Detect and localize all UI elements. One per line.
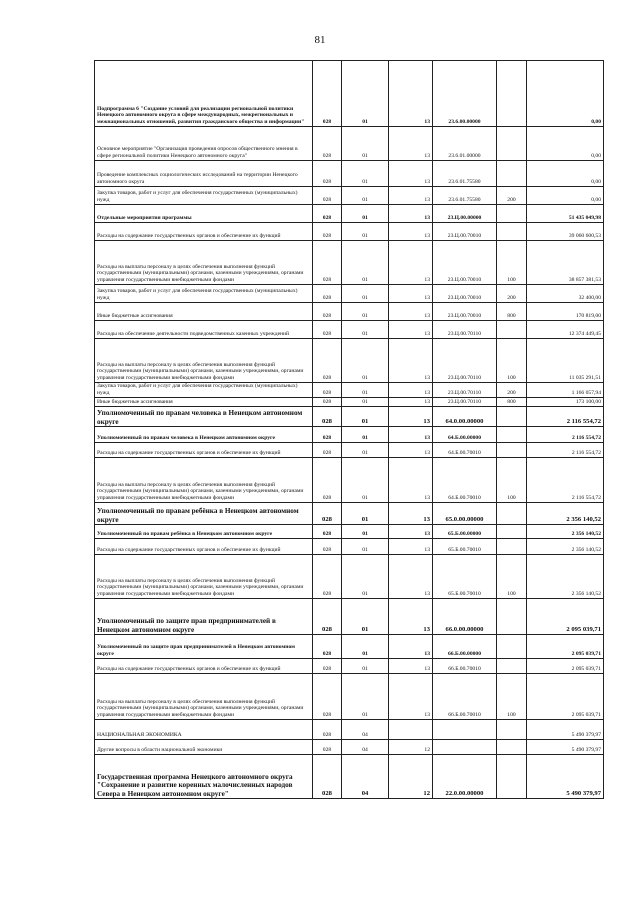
ministry-code: 028 [313,303,342,321]
amount-value: 11 035 291,51 [527,339,604,383]
target-article-code [433,740,497,755]
subsection-code: 13 [389,321,433,339]
row-name: Уполномоченный по правам человека в Ненецком автономном округе [95,407,313,427]
ministry-code: 028 [313,205,342,223]
subsection-code: 13 [389,635,433,659]
amount-value: 2 095 039,71 [527,659,604,674]
section-code: 01 [342,383,389,398]
amount-value: 5 490 379,97 [527,740,604,755]
table-row [95,339,604,383]
target-article-code: 23.6.01.00000 [433,127,497,161]
expense-type-code: 200 [497,383,527,398]
target-article-code: 23.Ц.00.70010 [433,223,497,241]
expense-type-code: 800 [497,303,527,321]
section-code: 01 [342,458,389,503]
target-article-code: 65.Б.00.70010 [433,539,497,555]
row-name: Расходы на выплаты персоналу в целях обеспечения выполнения функций государственными (муниципальными) органами, казенными учреждениями, органами управления государственными внебюджетными фондами [95,339,313,383]
subsection-code: 13 [389,187,433,205]
subsection-code: 13 [389,383,433,398]
ministry-code: 028 [313,339,342,383]
amount-value: 2 356 140,52 [527,539,604,555]
target-article-code: 23.6.01.75580 [433,187,497,205]
target-article-code: 22.0.00.00000 [433,755,497,799]
expense-type-code: 200 [497,285,527,303]
table-row [95,161,604,187]
subsection-code: 13 [389,241,433,285]
amount-value: 2 356 140,52 [527,525,604,539]
row-name: Расходы на содержание государственных органов и обеспечение их функций [95,539,313,555]
ministry-code: 028 [313,674,342,720]
row-name: Уполномоченный по правам человека в Ненецком автономном округе [95,427,313,443]
amount-value: 2 116 554,72 [527,458,604,503]
row-name: НАЦИОНАЛЬНАЯ ЭКОНОМИКА [95,720,313,740]
target-article-code: 23.Ц.00.70010 [433,285,497,303]
section-code: 01 [342,659,389,674]
amount-value: 0,00 [527,161,604,187]
amount-value: 2 356 140,52 [527,503,604,525]
amount-value: 2 095 039,71 [527,599,604,635]
ministry-code: 028 [313,187,342,205]
row-name: Уполномоченный по правам ребёнка в Ненецком автономном округе [95,525,313,539]
ministry-code: 028 [313,503,342,525]
ministry-code: 028 [313,127,342,161]
subsection-code: 13 [389,503,433,525]
row-name: Расходы на выплаты персоналу в целях обеспечения выполнения функций государственными (муниципальными) органами, казенными учреждениями, органами управления государственными внебюджетными фондами [95,241,313,285]
target-article-code: 65.0.00.00000 [433,503,497,525]
table-row [95,525,604,539]
row-name: Закупка товаров, работ и услуг для обеспечения государственных (муниципальных) нужд [95,285,313,303]
target-article-code: 66.Б.00.00000 [433,635,497,659]
section-code: 01 [342,635,389,659]
budget-table [94,60,604,799]
row-name: Расходы на выплаты персоналу в целях обеспечения выполнения функций государственными (муниципальными) органами, казенными учреждениями, органами управления государственными внебюджетными фондами [95,555,313,599]
expense-type-code [497,740,527,755]
expense-type-code: 100 [497,674,527,720]
expense-type-code [497,443,527,458]
amount-value: 5 490 379,97 [527,755,604,799]
expense-type-code [497,659,527,674]
subsection-code: 13 [389,427,433,443]
target-article-code: 23.Ц.00.00000 [433,205,497,223]
row-name: Проведение комплексных социологических исследований на территории Ненецкого автономного округа [95,161,313,187]
ministry-code: 028 [313,241,342,285]
amount-value: 12 374 449,45 [527,321,604,339]
ministry-code: 028 [313,555,342,599]
target-article-code: 64.Б.00.00000 [433,427,497,443]
ministry-code: 028 [313,398,342,407]
target-article-code: 66.0.00.00000 [433,599,497,635]
expense-type-code [497,539,527,555]
target-article-code: 66.Б.00.70010 [433,674,497,720]
row-name: Расходы на обеспечение деятельности подведомственных казенных учреждений [95,321,313,339]
ministry-code: 028 [313,407,342,427]
expense-type-code [497,321,527,339]
amount-value: 0,00 [527,187,604,205]
amount-value: 51 435 049,98 [527,205,604,223]
section-code: 01 [342,161,389,187]
ministry-code: 028 [313,285,342,303]
table-row [95,187,604,205]
expense-type-code: 100 [497,339,527,383]
subsection-code: 13 [389,61,433,127]
section-code: 01 [342,398,389,407]
table-row [95,321,604,339]
amount-value: 38 857 381,53 [527,241,604,285]
subsection-code: 13 [389,205,433,223]
table-row [95,635,604,659]
target-article-code: 23.Ц.00.70010 [433,303,497,321]
ministry-code: 028 [313,383,342,398]
expense-type-code [497,755,527,799]
amount-value: 2 116 554,72 [527,407,604,427]
section-code: 01 [342,127,389,161]
table-row [95,285,604,303]
section-code: 01 [342,539,389,555]
expense-type-code [497,503,527,525]
ministry-code: 028 [313,720,342,740]
target-article-code: 66.Б.00.70010 [433,659,497,674]
amount-value: 0,00 [527,127,604,161]
table-row [95,61,604,127]
target-article-code: 65.Б.00.70010 [433,555,497,599]
section-code: 01 [342,187,389,205]
amount-value: 2 095 039,71 [527,674,604,720]
expense-type-code: 100 [497,458,527,503]
section-code: 04 [342,720,389,740]
row-name: Закупка товаров, работ и услуг для обеспечения государственных (муниципальных) нужд [95,187,313,205]
table-row [95,427,604,443]
table-row [95,659,604,674]
expense-type-code [497,223,527,241]
subsection-code: 13 [389,161,433,187]
ministry-code: 028 [313,458,342,503]
table-row [95,383,604,398]
subsection-code: 13 [389,398,433,407]
table-row [95,539,604,555]
subsection-code: 13 [389,303,433,321]
expense-type-code: 100 [497,241,527,285]
ministry-code: 028 [313,635,342,659]
subsection-code: 13 [389,223,433,241]
row-name: Уполномоченный по правам ребёнка в Ненецком автономном округе [95,503,313,525]
section-code: 01 [342,674,389,720]
ministry-code: 028 [313,755,342,799]
subsection-code: 13 [389,525,433,539]
amount-value: 32 400,00 [527,285,604,303]
table-row [95,503,604,525]
section-code: 01 [342,321,389,339]
row-name: Уполномоченный по защите прав предпринимателей в Ненецком автономном округе [95,599,313,635]
subsection-code: 13 [389,539,433,555]
expense-type-code [497,720,527,740]
section-code: 01 [342,599,389,635]
section-code: 01 [342,205,389,223]
expense-type-code: 200 [497,187,527,205]
ministry-code: 028 [313,427,342,443]
table-row [95,398,604,407]
row-name: Закупка товаров, работ и услуг для обеспечения государственных (муниципальных) нужд [95,383,313,398]
subsection-code [389,720,433,740]
table-row [95,241,604,285]
table-row [95,674,604,720]
section-code: 01 [342,427,389,443]
amount-value: 2 116 554,72 [527,427,604,443]
amount-value: 39 060 600,53 [527,223,604,241]
subsection-code: 13 [389,127,433,161]
page-number: 81 [314,34,326,46]
section-code: 01 [342,339,389,383]
table-row [95,720,604,740]
table-row [95,303,604,321]
subsection-code: 13 [389,443,433,458]
subsection-code: 13 [389,407,433,427]
ministry-code: 028 [313,740,342,755]
target-article-code: 23.Ц.00.70110 [433,339,497,383]
row-name: Отдельные мероприятия программы [95,205,313,223]
subsection-code: 12 [389,740,433,755]
section-code: 01 [342,525,389,539]
expense-type-code: 800 [497,398,527,407]
section-code: 01 [342,407,389,427]
row-name: Расходы на содержание государственных органов и обеспечение их функций [95,223,313,241]
amount-value: 1 166 057,94 [527,383,604,398]
target-article-code: 64.Б.00.70010 [433,443,497,458]
ministry-code: 028 [313,321,342,339]
row-name: Расходы на содержание государственных органов и обеспечение их функций [95,443,313,458]
row-name: Расходы на содержание государственных органов и обеспечение их функций [95,659,313,674]
amount-value: 2 116 554,72 [527,443,604,458]
table-row [95,127,604,161]
target-article-code: 23.Ц.00.70110 [433,321,497,339]
section-code: 01 [342,443,389,458]
subsection-code: 13 [389,458,433,503]
amount-value: 2 356 140,52 [527,555,604,599]
ministry-code: 028 [313,539,342,555]
section-code: 01 [342,223,389,241]
ministry-code: 028 [313,161,342,187]
ministry-code: 028 [313,61,342,127]
subsection-code: 13 [389,555,433,599]
table-row [95,599,604,635]
amount-value: 170 819,00 [527,303,604,321]
table-row [95,223,604,241]
expense-type-code [497,525,527,539]
target-article-code: 23.Ц.00.70110 [433,398,497,407]
expense-type-code [497,161,527,187]
subsection-code: 13 [389,674,433,720]
row-name: Расходы на выплаты персоналу в целях обеспечения выполнения функций государственными (муниципальными) органами, казенными учреждениями, органами управления государственными внебюджетными фондами [95,458,313,503]
ministry-code: 028 [313,223,342,241]
ministry-code: 028 [313,443,342,458]
expense-type-code [497,127,527,161]
section-code: 01 [342,303,389,321]
ministry-code: 028 [313,659,342,674]
target-article-code: 64.0.00.00000 [433,407,497,427]
row-name: Расходы на выплаты персоналу в целях обеспечения выполнения функций государственными (муниципальными) органами, казенными учреждениями, органами управления государственными внебюджетными фондами [95,674,313,720]
row-name: Иные бюджетные ассигнования [95,398,313,407]
amount-value: 173 100,00 [527,398,604,407]
row-name: Другие вопросы в области национальной экономики [95,740,313,755]
expense-type-code [497,205,527,223]
target-article-code [433,720,497,740]
subsection-code: 13 [389,339,433,383]
row-name: Государственная программа Ненецкого автономного округа "Сохранение и развитие коренных малочисленных народов Севера в Ненецком автономном округе" [95,755,313,799]
row-name: Иные бюджетные ассигнования [95,303,313,321]
expense-type-code [497,635,527,659]
expense-type-code [497,427,527,443]
subsection-code: 13 [389,599,433,635]
expense-type-code [497,61,527,127]
expense-type-code: 100 [497,555,527,599]
section-code: 01 [342,555,389,599]
subsection-code: 12 [389,755,433,799]
row-name: Подпрограмма 6 "Создание условий для реализации региональной политики Ненецкого автономного округа в сфере международных, межрегиональных и межнациональных отношений, развития гражданского общества и информации" [95,61,313,127]
table-row [95,407,604,427]
section-code: 01 [342,285,389,303]
expense-type-code [497,599,527,635]
table-row [95,443,604,458]
budget-table-body [95,61,604,799]
target-article-code: 64.Б.00.70010 [433,458,497,503]
target-article-code: 23.6.00.00000 [433,61,497,127]
table-row [95,205,604,223]
row-name: Уполномоченный по защите прав предпринимателей в Ненецком автономном округе [95,635,313,659]
section-code: 01 [342,61,389,127]
ministry-code: 028 [313,599,342,635]
target-article-code: 23.6.01.75580 [433,161,497,187]
table-row [95,458,604,503]
target-article-code: 23.Ц.00.70110 [433,383,497,398]
target-article-code: 65.Б.00.00000 [433,525,497,539]
amount-value: 2 095 039,71 [527,635,604,659]
expense-type-code [497,407,527,427]
row-name: Основное мероприятие "Организация проведения опросов общественного мнения в сфере региональной политики Ненецкого автономного округа" [95,127,313,161]
target-article-code: 23.Ц.00.70010 [433,241,497,285]
ministry-code: 028 [313,525,342,539]
amount-value: 0,00 [527,61,604,127]
section-code: 04 [342,740,389,755]
section-code: 01 [342,503,389,525]
table-row [95,755,604,799]
section-code: 01 [342,241,389,285]
table-row [95,555,604,599]
subsection-code: 13 [389,659,433,674]
amount-value: 5 490 379,97 [527,720,604,740]
section-code: 04 [342,755,389,799]
table-row [95,740,604,755]
subsection-code: 13 [389,285,433,303]
